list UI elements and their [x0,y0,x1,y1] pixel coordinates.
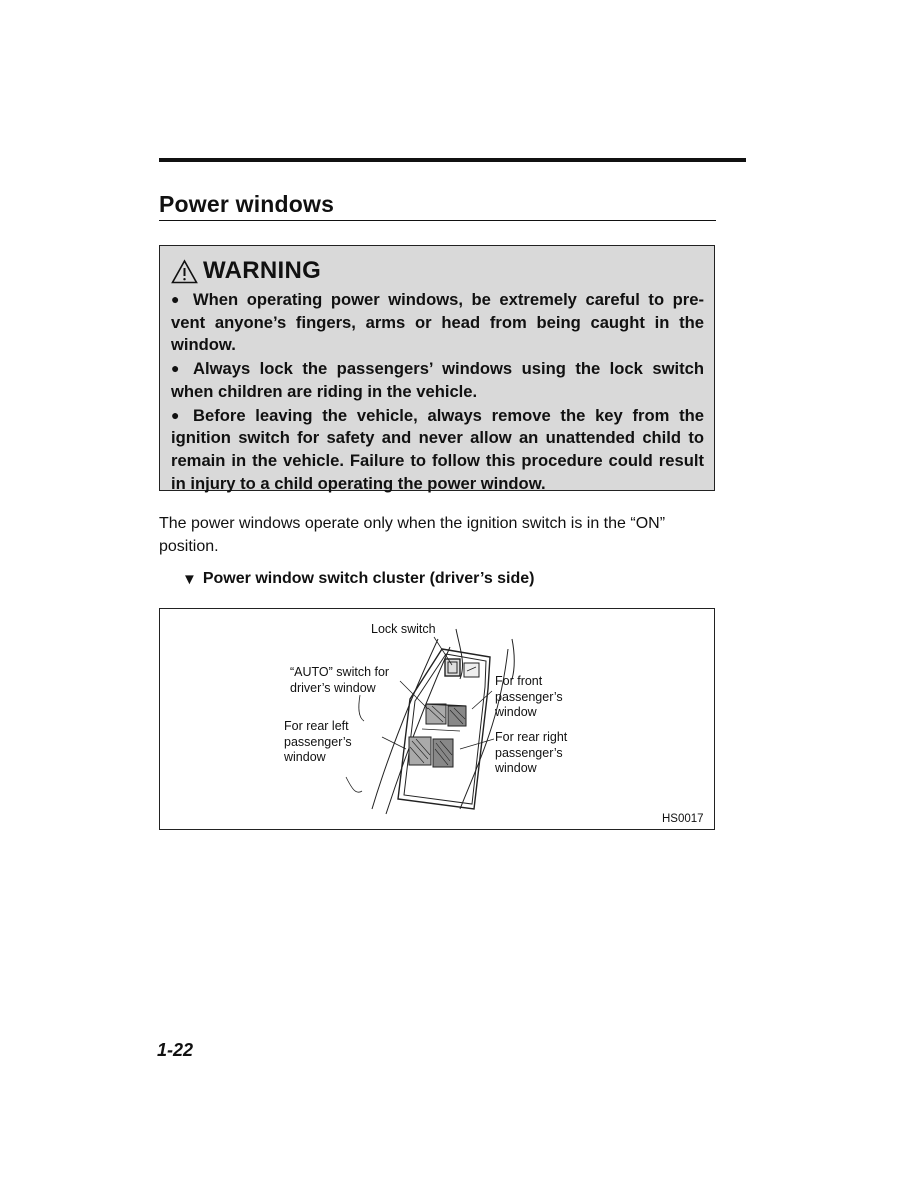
bullet-icon: ● [171,291,180,307]
top-rule [159,158,746,162]
page-number: 1-22 [157,1040,194,1060]
switch-cluster-figure [159,608,715,830]
warning-title: WARNING [203,257,322,284]
warning-item [171,357,704,403]
warning-item-text: Before leaving the vehicle, always remove the key from the ignition switch for safety and never allow an unattended child to remain in the vehicle. Failure to follow this procedure could result in injury to a child operating the power window. [171,405,704,493]
figure-caption-text: Power window switch cluster (driver’s side) [202,570,535,587]
rear-right-label: For rear right passenger’s window [495,730,568,775]
bullet-icon: ● [171,406,180,423]
title-rule [159,220,716,221]
section-title: Power windows [159,191,335,217]
rear-left-label: For rear left passenger’s window [284,719,352,764]
warning-item [171,288,704,357]
switch-cluster-illustration [160,609,714,829]
warning-item-text: When operating power windows, be extremely careful to pre-vent anyone’s fingers, arms or head from being caught in the window. [171,290,704,355]
warning-item-text: Always lock the passengers’ windows using the lock switch when children are riding in the vehicle. [171,359,704,401]
warning-box [159,245,715,491]
front-passenger-label: For front passenger’s window [495,674,563,719]
lock-switch-label: Lock switch [371,622,436,636]
figure-code: HS0017 [662,813,704,825]
warning-item [171,404,704,496]
body-paragraph: The power windows operate only when the ignition switch is in the “ON” position. [159,515,666,555]
bullet-icon: ● [171,360,180,377]
warning-triangle-icon [171,259,198,284]
down-triangle-icon: ▼ [182,570,197,588]
warning-header [171,256,704,286]
auto-switch-label: “AUTO” switch for driver’s window [290,665,390,695]
figure-caption [182,570,535,588]
